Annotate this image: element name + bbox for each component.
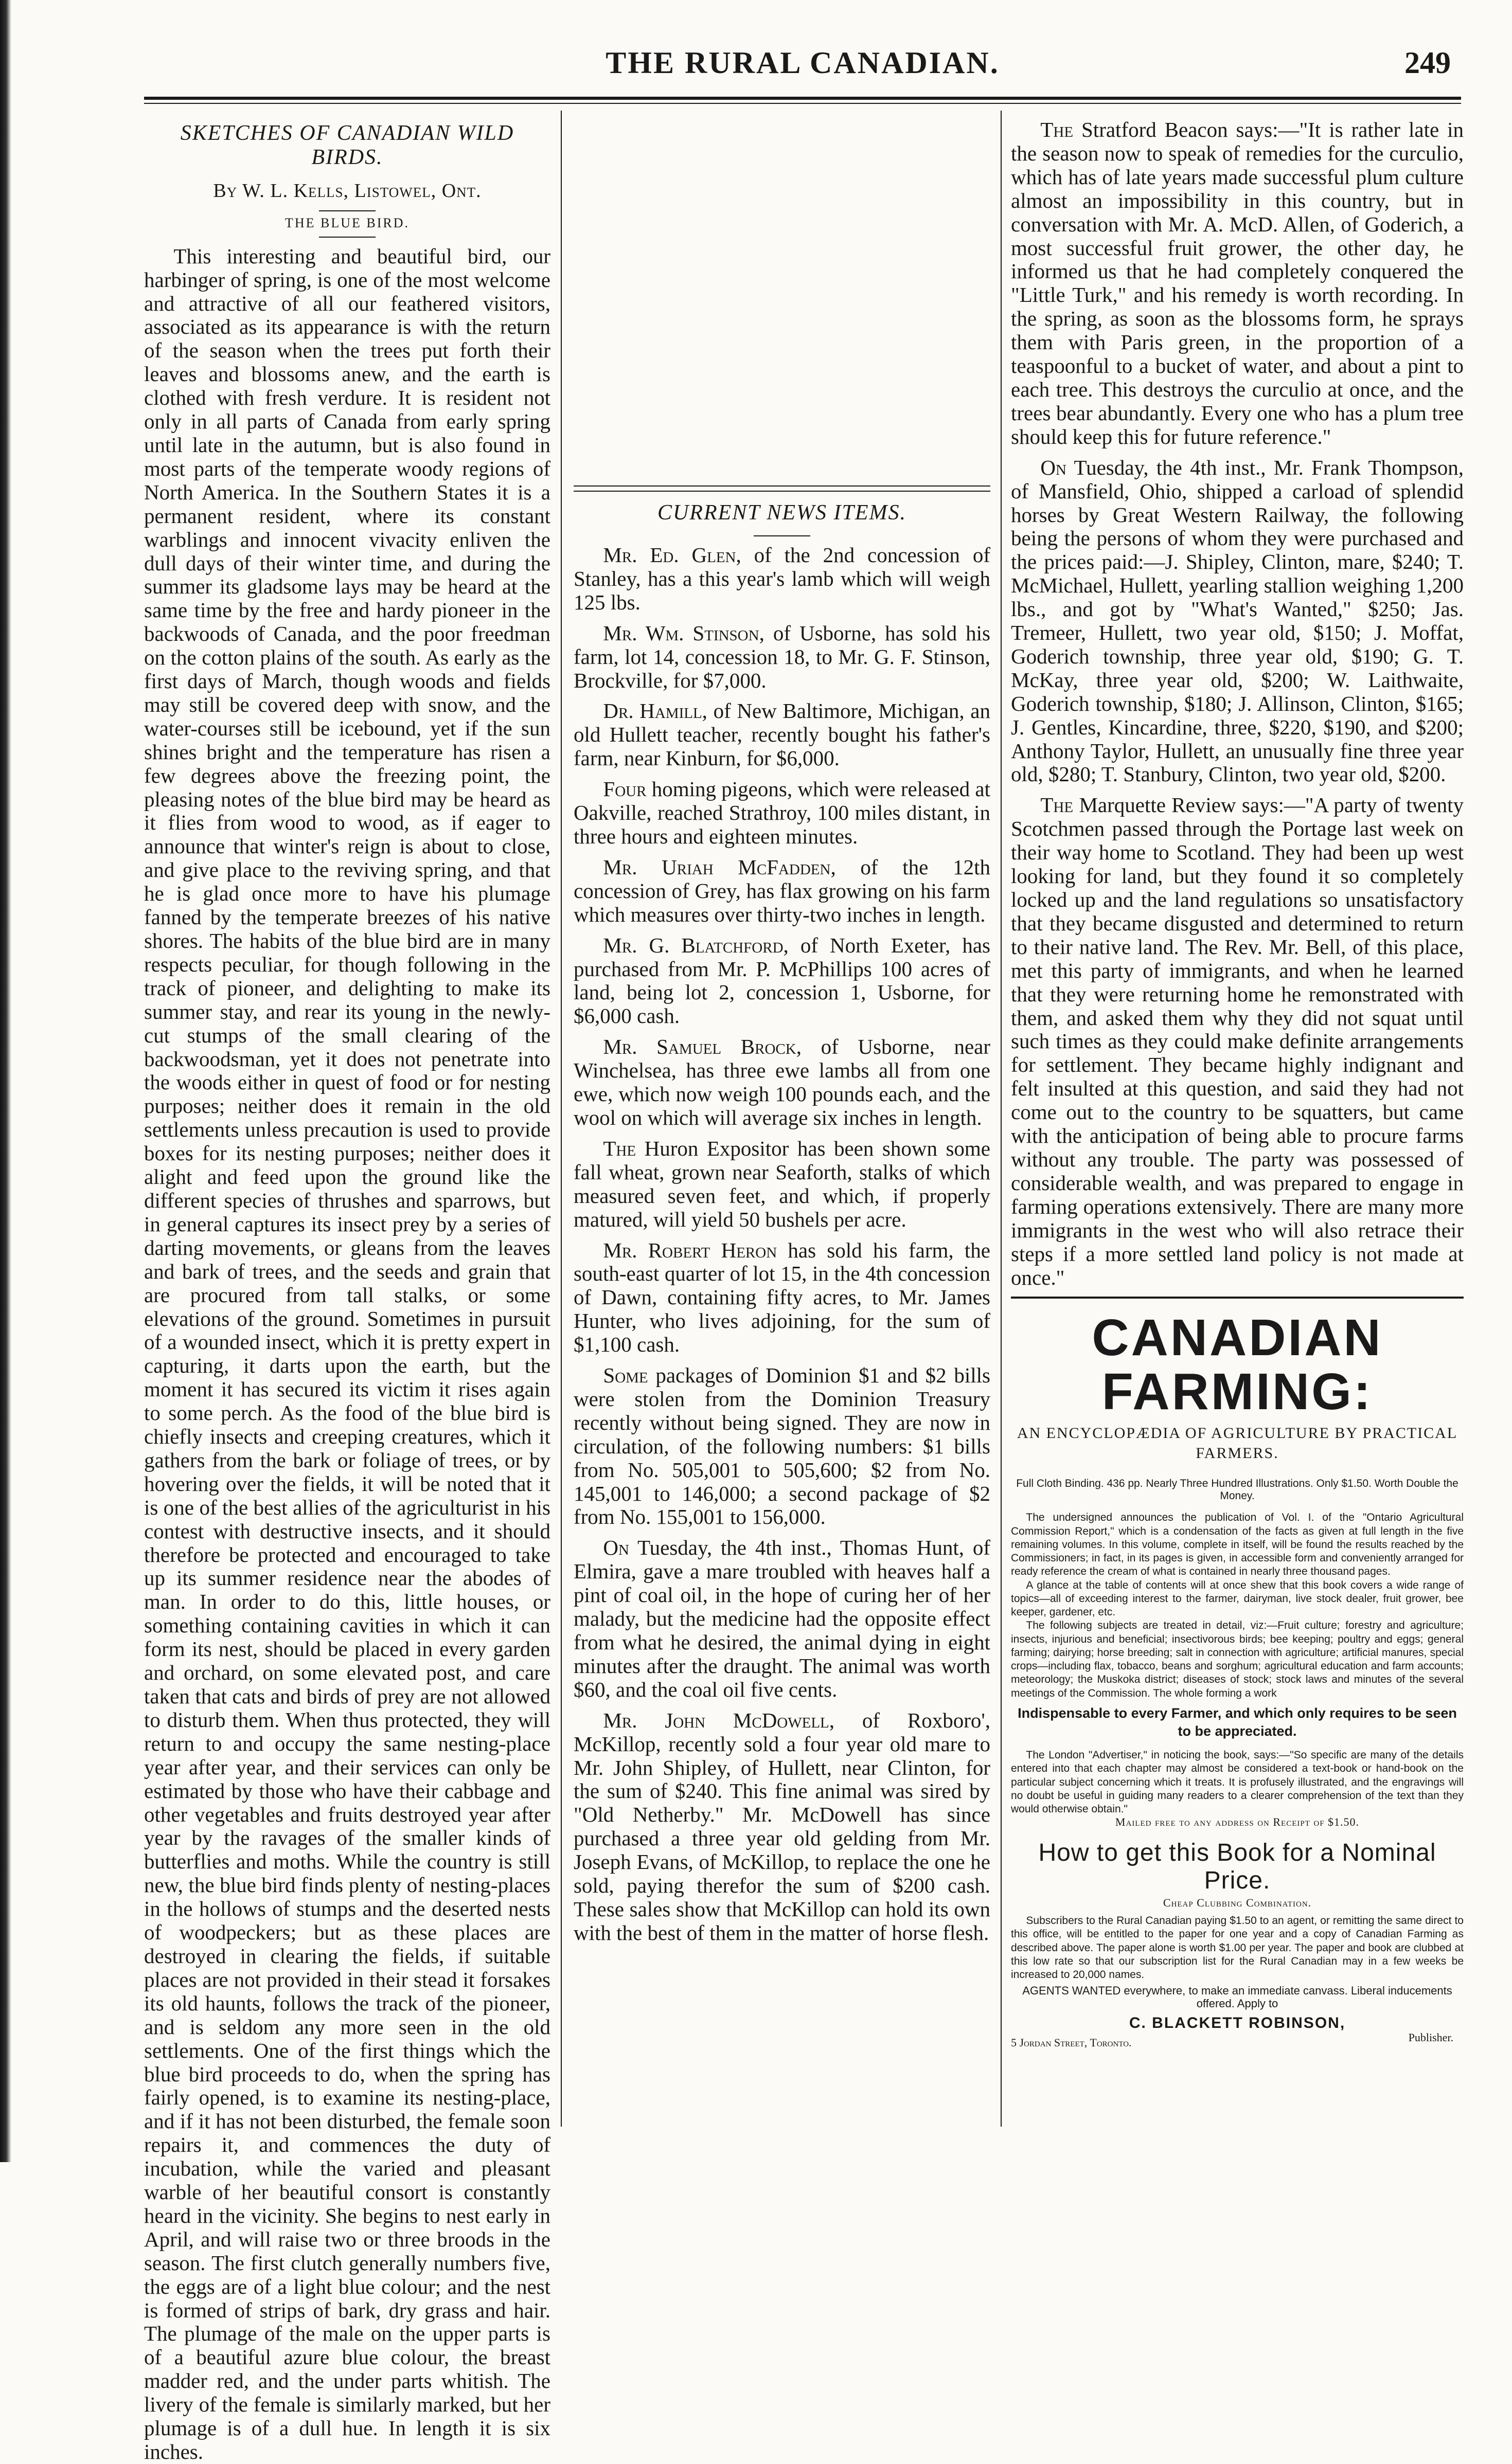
news-item: Mr. Samuel Brock, of Usborne, near Winchelsea, has three ewe lambs all from one ewe, which now weigh 100 pounds each, and the wool on which will average six inches in length. xyxy=(574,1035,990,1129)
ad-publisher-name: C. BLACKETT ROBINSON, xyxy=(1129,2014,1346,2031)
news-item: On Tuesday, the 4th inst., Thomas Hunt, of Elmira, gave a mare troubled with heaves half a pint of coal oil, in the hope of curing her of her malady, but the medicine had the opposite effect from what he desired, the animal dying in eight minutes after the draught. The animal was worth $60, and the coal oil five cents. xyxy=(574,1536,990,1701)
ad-address: 5 Jordan Street, Toronto. xyxy=(1011,2036,1132,2049)
divider xyxy=(319,237,376,238)
book-advertisement xyxy=(1011,1297,1464,2054)
news-item: The Marquette Review says:—"A party of twenty Scotchmen passed through the Portage last week on their way home to Scotland. They had been up west looking for land, but they found it so completely locked up and the land regulations so unsatisfactory that they became disgusted and determined to return to their native land. The Rev. Mr. Bell, of this place, met this party of immigrants, and when he learned that they were returning home he remonstrated with them, and asked them why they did not squat until such times as they could make definite arrangements for settlement. They became highly indignant and felt insulted at this question, and said they had not come out to the country to be squatters, but came with the anticipation of being able to procure farms without any trouble. The party was possessed of considerable wealth, and was prepared to engage in farming operations extensively. There are many more immigrants in the west who will also retrace their steps if a more settled land policy is not made at once." xyxy=(1011,793,1464,1289)
page-header xyxy=(144,36,1461,98)
ad-publisher-role: Publisher. xyxy=(1408,2031,1453,2044)
article-column xyxy=(144,118,550,2463)
news-item: Mr. Robert Heron has sold his farm, the south-east quarter of lot 15, in the 4th concession of Dawn, containing fifty acres, to Mr. James Hunter, who lives adjoining, for the sum of $1,100 cash. xyxy=(574,1238,990,1357)
news-item: Dr. Hamill, of New Baltimore, Michigan, an old Hullett teacher, recently bought his father's farm, near Kinburn, for $6,000. xyxy=(574,699,990,770)
header-rule-thick xyxy=(144,97,1461,100)
article-heading: SKETCHES OF CANADIAN WILD BIRDS. xyxy=(180,121,514,170)
news-item: Mr. Wm. Stinson, of Usborne, has sold his farm, lot 14, concession 18, to Mr. G. F. Stinson, Brockville, for $7,000. xyxy=(574,621,991,692)
ad-offer-heading: How to get this Book for a Nominal Price. xyxy=(1038,1839,1436,1894)
divider xyxy=(319,210,376,211)
article-paragraph: This interesting and beautiful bird, our harbinger of spring, is one of the most welcome and attractive of all our feathered visitors, associated as its appearance is with the return of the season when the trees put forth their leaves and blossoms anew, and the earth is clothed with fresh verdure. It is resident not only in all parts of Canada from early spring until late in the autumn, but is also found in most parts of the temperate woody regions of North America. In the Southern States it is a permanent resident, where its constant warblings and innocent vivacity enliven the dull days of their winter time, and during the summer its gladsome lays may be heard at the same time by the free and hardy pioneer in the backwoods of Canada, and the poor freedman on the cotton plains of the south. As early as the first days of March, though woods and fields may still be covered deep with snow, and the water-courses still be icebound, yet if the sun shines bright and the temperature has risen a few degrees above the freezing point, the pleasing notes of the blue bird may be heard as it flies from wood to wood, as if eager to announce that winter's reign is about to close, and give place to the reviving spring, and that he is glad once more to have his plumage fanned by the temperate breezes of his native shores. The habits of the blue bird are in many respects peculiar, for though following in the track of pioneer, and delighting to make its summer stay, and rear its young in the newly-cut stumps of the small clearing of the backwoodsman, yet it does not penetrate into the woods either in quest of food or for nesting purposes; neither does it remain in the old settlements unless precaution is used to provide boxes for its nesting purposes; neither does it alight and feed upon the ground like the different species of thrushes and sparrows, but in general captures its insect prey by a series of darting movements, or gleans from the leaves and bark of trees, and the seeds and grain that are procured from tall stalks, or some elevations of the ground. Sometimes in pursuit of a wounded insect, which it is pretty expert in capturing, it darts upon the earth, but the moment it has secured its victim it rises again to some perch. As the food of the blue bird is chiefly insects and creeping creatures, which it gathers from the bark or foliage of trees, or by hovering over the fields, it will be noted that it is one of the best allies of the agriculturist in his contest with destructive insects, and it should therefore be protected and encouraged to take up its summer residence near the abodes of man. In order to do this, little houses, or something containing cavities in which it can form its nest, should be placed in every garden and orchard, on some elevated post, and care taken that cats and birds of prey are not allowed to disturb them. When thus protected, they will return to and occupy the same nesting-place year after year, and their services can only be estimated by those who have their cabbage and other vegetables and fruits destroyed year after year by the ravages of the smaller kinds of butterflies and moths. While the country is still new, the blue bird finds plenty of nesting-places in the hollows of stumps and the deserted nests of woodpeckers; but as these places are destroyed in clearing the fields, if suitable places are not provided in their stead it forsakes its old haunts, follows the track of the pioneer, and is seldom any more seen in the old settlements. One of the first things which the blue bird proceeds to do, when the spring has fairly opened, is to examine its nesting-place, and if it has not been disturbed, the female soon repairs it, and commences the duty of incubation, while the varied and pleasant warble of her beautiful consort is constantly heard in the vicinity. She begins to nest early in April, and will raise two or three broods in the season. The first clutch generally numbers five, the eggs are of a light blue colour; and the nest is formed of strips of bark, dry grass and hair. The plumage of the male on the upper parts is of a beautiful azure blue colour, the breast madder red, and the under parts whitish. The livery of the female is similarly marked, but her plumage is of a dull hue. In length it is six inches. xyxy=(144,244,550,2463)
ad-mailing-note: Mailed free to any address on Receipt of $1.50. xyxy=(1115,1815,1360,1829)
article-byline: By W. L. Kells, Listowel, Ont. xyxy=(213,180,482,202)
news-item: The Huron Expositor has been shown some fall wheat, grown near Seaforth, stalks of which measured seven feet, and which, if properly matured, will yield 50 bushels per acre. xyxy=(574,1136,990,1231)
newspaper-title: THE RURAL CANADIAN. xyxy=(606,46,1000,80)
news-and-ad-column xyxy=(1011,118,1464,2114)
ad-clubbing-heading: Cheap Clubbing Combination. xyxy=(1163,1896,1312,1909)
news-item: Mr. Ed. Glen, of the 2nd concession of Stanley, has a this year's lamb which will weigh 125 lbs. xyxy=(574,543,990,614)
ad-paragraph: The undersigned announces the publication of Vol. I. of the "Ontario Agricultural Commission Report," which is a condensation of the facts as given at full length in the five remaining volumes. In this volume, complete in itself, will be found the results reached by the Commissioners; in fact, in its pages is given, in accessible form and conveniently arranged for ready reference the cream of what is contained in nearly three thousand pages. xyxy=(1011,1512,1464,1578)
news-heading: CURRENT NEWS ITEMS. xyxy=(657,501,907,525)
ad-indispensable: Indispensable to every Farmer, and which only requires to be seen to be appreciated. xyxy=(1018,1705,1457,1739)
news-item: The Stratford Beacon says:—"It is rather late in the season now to speak of remedies for the curculio, which has of late years made successful plum culture almost an impossibility in this country, but in conversation with Mr. A. McD. Allen, of Goderich, a most successful fruit grower, the other day, he informed us that he had completely conquered the "Little Turk," and his remedy is worth recording. In the spring, as soon as the blossoms form, he sprays them with Paris green, in the proportion of a teaspoonful to a bucket of water, and about a pint to each tree. This destroys the curculio at once, and the trees bear abundantly. Every one who has a plum tree should keep this for future reference." xyxy=(1011,118,1464,448)
binding-edge xyxy=(0,0,11,2162)
ad-paragraph: A glance at the table of contents will at once shew that this book covers a wide range of topics—all of exceeding interest to the farmer, dairyman, live stock dealer, fruit grower, bee keeper, gardener, etc. xyxy=(1011,1579,1464,1618)
section-divider xyxy=(574,485,990,492)
news-column xyxy=(574,118,990,2114)
news-item: Four homing pigeons, which were released at Oakville, reached Strathroy, 100 miles distant, in three hours and eighteen minutes. xyxy=(574,777,990,848)
news-item: Some packages of Dominion $1 and $2 bills were stolen from the Dominion Treasury recently without being signed. They are now in circulation, of the following numbers: $1 bills from No. 505,001 to 505,600; $2 from No. 145,001 to 146,000; a second package of $2 from No. 155,001 to 156,000. xyxy=(574,1363,990,1529)
column-divider xyxy=(561,111,562,2127)
news-item: Mr. John McDowell, of Roxboro', McKillop, recently sold a four year old mare to Mr. John Shipley, of Hullett, near Clinton, for the sum of $240. This fine animal was sired by "Old Netherby." Mr. McDowell has since purchased a three year old gelding from Mr. Joseph Evans, of McKillop, to replace the one he sold, paying therefor the sum of $200 cash. These sales show that McKillop can hold its own with the best of them in the matter of horse flesh. xyxy=(574,1708,991,1945)
news-item: On Tuesday, the 4th inst., Mr. Frank Thompson, of Mansfield, Ohio, shipped a carload of splendid horses by Great Western Railway, the following being the persons of whom they were purchased and the prices paid:—J. Shipley, Clinton, mare, $240; T. McMichael, Hullett, yearling stallion weighing 1,200 lbs., and got by "What's Wanted," $250; Jas. Tremeer, Hullett, two year old, $150; J. Moffat, Goderich township, three year old, $190; G. T. McKay, three year old, $200; W. Laithwaite, Goderich township, $180; J. Allinson, Clinton, $165; J. Gentles, Kincardine, three, $220, $190, and $200; Anthony Taylor, Hullett, an unusually fine three year old, $280; T. Stanbury, Clinton, two year old, $200. xyxy=(1011,455,1464,786)
ad-title: CANADIAN FARMING: xyxy=(1092,1309,1383,1421)
ad-paragraph: The following subjects are treated in detail, viz:—Fruit culture; forestry and agriculture; insects, injurious and beneficial; insectivorous birds; bee keeping; poultry and eggs; general farming; dairying; horse breeding; salt in connection with agriculture; artificial manures, special crops—including flax, tobacco, beans and sorghum; agricultural education and farm accounts; meteorology; the Muskoka district; diseases of stock; stock laws and minutes of the several meetings of the Commission. The whole forming a work xyxy=(1011,1620,1464,1699)
ad-clubbing-text: Subscribers to the Rural Canadian paying $1.50 to an agent, or remitting the same direct to this office, will be entitled to the paper for one year and a copy of Canadian Farming as described above. The paper alone is worth $1.00 per year. The paper and book are clubbed at this low rate so that our subscription list for the Rural Canadian may in a few weeks be increased to 20,000 names. xyxy=(1011,1915,1464,1981)
page-number: 249 xyxy=(1404,46,1451,80)
ad-binding-info: Full Cloth Binding. 436 pp. Nearly Three Hundred Illustrations. Only $1.50. Worth Double the Money. xyxy=(1016,1478,1458,1502)
ad-footer xyxy=(1011,2031,1464,2054)
header-rule-thin xyxy=(144,103,1461,104)
ad-review: The London "Advertiser," in noticing the book, says:—"So specific are many of the details entered into that each chapter may almost be considered a text-book or hand-book on the particular subject concerning which it treats. It is profusely illustrated, and the engravings will no doubt be useful in guiding many readers to a clearer comprehension of the text than they would otherwise obtain." xyxy=(1011,1749,1464,1815)
news-item: Mr. Uriah McFadden, of the 12th concession of Grey, has flax growing on his farm which measures over thirty-two inches in length. xyxy=(574,855,990,926)
article-continuation-space xyxy=(574,118,990,478)
article-subheading: THE BLUE BIRD. xyxy=(284,215,410,230)
ad-subtitle: AN ENCYCLOPÆDIA OF AGRICULTURE BY PRACTICAL FARMERS. xyxy=(1017,1425,1458,1462)
news-item: Mr. G. Blatchford, of North Exeter, has purchased from Mr. P. McPhillips 100 acres of land, being lot 2, concession 1, Usborne, for $6,000 cash. xyxy=(574,933,990,1028)
divider xyxy=(754,535,810,536)
ad-agents-wanted: AGENTS WANTED everywhere, to make an immediate canvass. Liberal inducements offered. Apply to xyxy=(1022,1984,1452,2010)
column-divider xyxy=(1001,111,1002,2127)
